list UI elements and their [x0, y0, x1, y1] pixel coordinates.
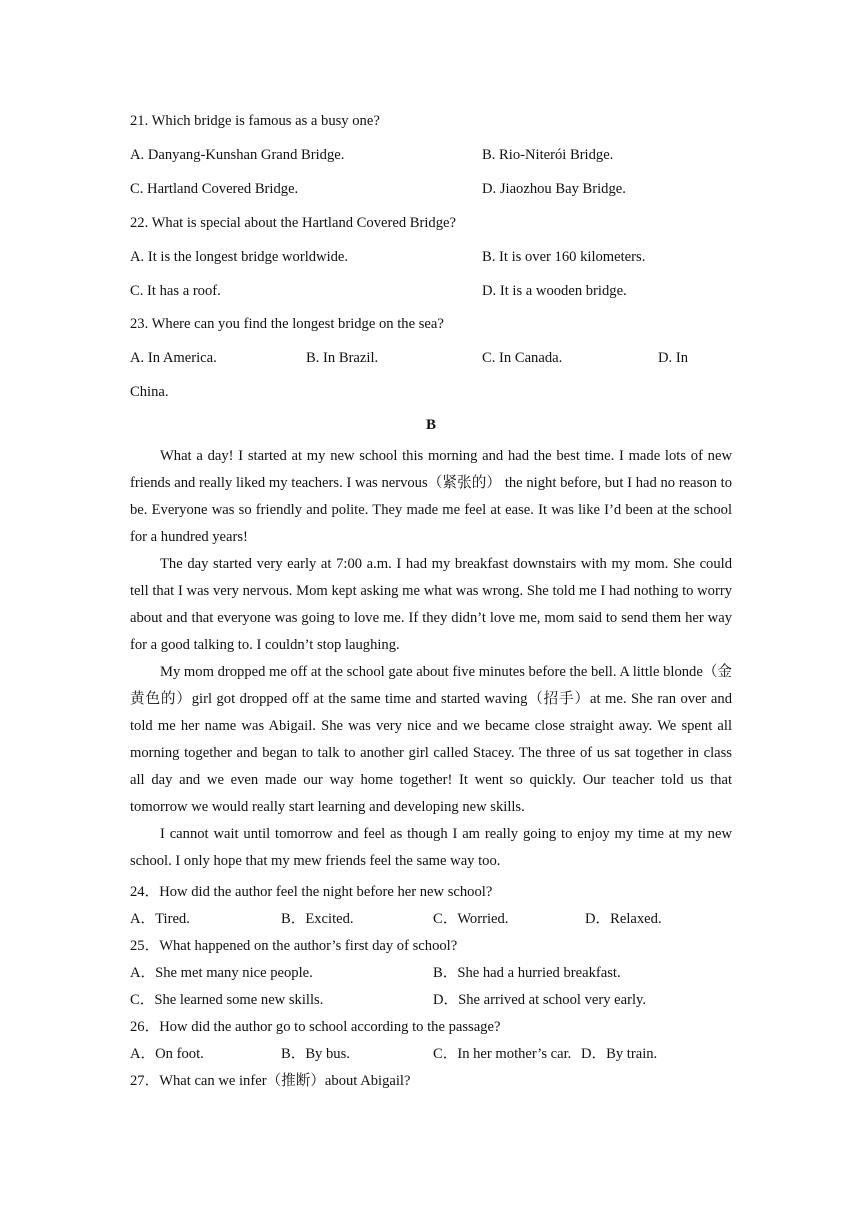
question-25: 25．What happened on the author’s first day of school? — [130, 938, 458, 954]
q23-option-a: A. In America. — [130, 350, 217, 366]
passage-paragraph: The day started very early at 7:00 a.m. I had my breakfast downstairs with my mom. She could tell that I was very nervous. Mom kept asking me what was wrong. She told me I had nothing to worry about and that everyone was going to love me. If they didn’t love me, mom said to send them her way for a good talking to. I couldn’t stop laughing. — [130, 556, 732, 653]
q25-option-d: D．She arrived at school very early. — [433, 992, 647, 1008]
q24-option-a: A．Tired. — [130, 911, 190, 927]
q24-option-c: C．Worried. — [433, 911, 509, 927]
question-23: 23. Where can you find the longest bridge on the sea? — [130, 316, 444, 332]
q25-option-b: B．She had a hurried breakfast. — [433, 965, 621, 981]
passage-paragraph: I cannot wait until tomorrow and feel as though I am really going to enjoy my time at my new school. I only hope that my mew friends feel the same way too. — [130, 826, 732, 869]
q21-option-c: C. Hartland Covered Bridge. — [130, 181, 299, 197]
q24-option-d: D．Relaxed. — [585, 911, 662, 927]
q21-option-d: D. Jiaozhou Bay Bridge. — [482, 181, 626, 197]
q26-option-b: B．By bus. — [281, 1046, 350, 1062]
q23-option-d: D. In — [658, 350, 688, 366]
passage-paragraph: What a day! I started at my new school this morning and had the best time. I made lots of new friends and really liked my teachers. I was nervous（紧张的） the night before, but I had no reason to be. Everyone was so friendly and polite. They made me feel at ease. It was like I’d been at the school for a hundred years! — [130, 448, 732, 545]
reading-passage — [130, 443, 732, 875]
question-22: 22. What is special about the Hartland Covered Bridge? — [130, 215, 456, 231]
q22-option-d: D. It is a wooden bridge. — [482, 283, 627, 299]
question-24: 24．How did the author feel the night before her new school? — [130, 884, 493, 900]
q26-option-c: C．In her mother’s car. — [433, 1046, 572, 1062]
q22-option-b: B. It is over 160 kilometers. — [482, 249, 646, 265]
q23-option-b: B. In Brazil. — [306, 350, 379, 366]
q21-option-b: B. Rio-Niterói Bridge. — [482, 147, 614, 163]
q22-option-a: A. It is the longest bridge worldwide. — [130, 249, 349, 265]
q24-option-b: B．Excited. — [281, 911, 354, 927]
question-21: 21. Which bridge is famous as a busy one? — [130, 113, 380, 129]
q26-option-d: D．By train. — [581, 1046, 658, 1062]
q22-option-c: C. It has a roof. — [130, 283, 221, 299]
q21-option-a: A. Danyang-Kunshan Grand Bridge. — [130, 147, 345, 163]
section-heading: B — [425, 417, 436, 433]
q25-option-c: C．She learned some new skills. — [130, 992, 324, 1008]
q26-option-a: A．On foot. — [130, 1046, 204, 1062]
q23-option-c: C. In Canada. — [482, 350, 563, 366]
question-27: 27．What can we infer（推断）about Abigail? — [130, 1073, 411, 1089]
passage-paragraph: My mom dropped me off at the school gate about five minutes before the bell. A little blonde（金黄色的）girl got dropped off at the same time and started waving（招手）at me. She ran over and told me her name was Abigail. She was very nice and we became close straight away. We spent all morning together and began to talk to another girl called Stacey. The three of us sat together in class all day and we even made our way home together! It went so quickly. Our teacher told us that tomorrow we would really start learning and developing new skills. — [130, 664, 733, 815]
q23-option-d-continued: China. — [130, 384, 169, 400]
question-26: 26．How did the author go to school according to the passage? — [130, 1019, 501, 1035]
q25-option-a: A．She met many nice people. — [130, 965, 313, 981]
